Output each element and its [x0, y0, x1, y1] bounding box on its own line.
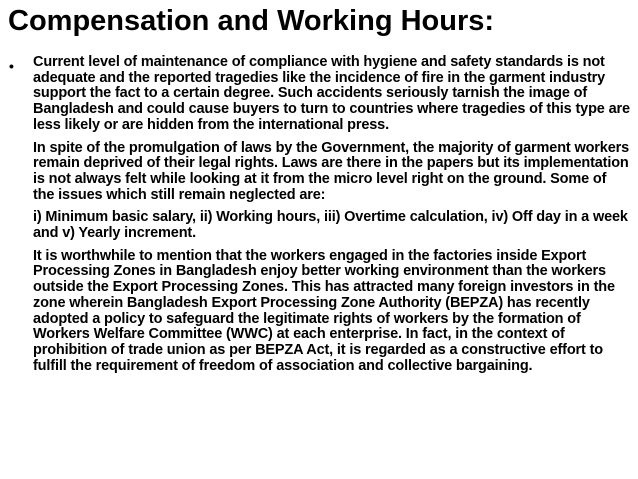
paragraph-epz: It is worthwhile to mention that the workers engaged in the factories inside Export Processing Zones in Bangladesh enjoy better working environment than the workers outside the Export Processing Zones. This has attracted many foreign investors in the zone wherein Bangladesh Export Processing Zone Authority (BEPZA) has recently adopted a policy to safeguard the legitimate rights of workers by the formation of Workers Welfare Committee (WWC) at each enterprise. In fact, in the context of prohibition of trade union as per BEPZA Act, it is regarded as a constructive effort to fulfill the requirement of freedom of association and collective bargaining. — [33, 247, 615, 374]
paragraph-legal-rights: In spite of the promulgation of laws by the Government, the majority of garment workers remain deprived of their legal rights. Laws are there in the papers but its implementation is not always felt while looking at it from the micro level right on the ground. Some of the issues which still remain neglected are: — [33, 139, 630, 203]
slide-body — [33, 55, 631, 374]
slide-title: Compensation and Working Hours: — [8, 5, 495, 37]
bullet-marker: • — [9, 58, 14, 74]
paragraph-compliance: Current level of maintenance of compliance with hygiene and safety standards is not adequate and the reported tragedies like the incidence of fire in the garment industry support the fact to a certain degree. Such accidents seriously tarnish the image of Bangladesh and could cause buyers to turn to countries where tragedies of this type are less likely or are hidden from the international press. — [33, 54, 630, 133]
paragraph-issues-list: i) Minimum basic salary, ii) Working hours, iii) Overtime calculation, iv) Off day in a week and v) Yearly increment. — [33, 209, 628, 242]
